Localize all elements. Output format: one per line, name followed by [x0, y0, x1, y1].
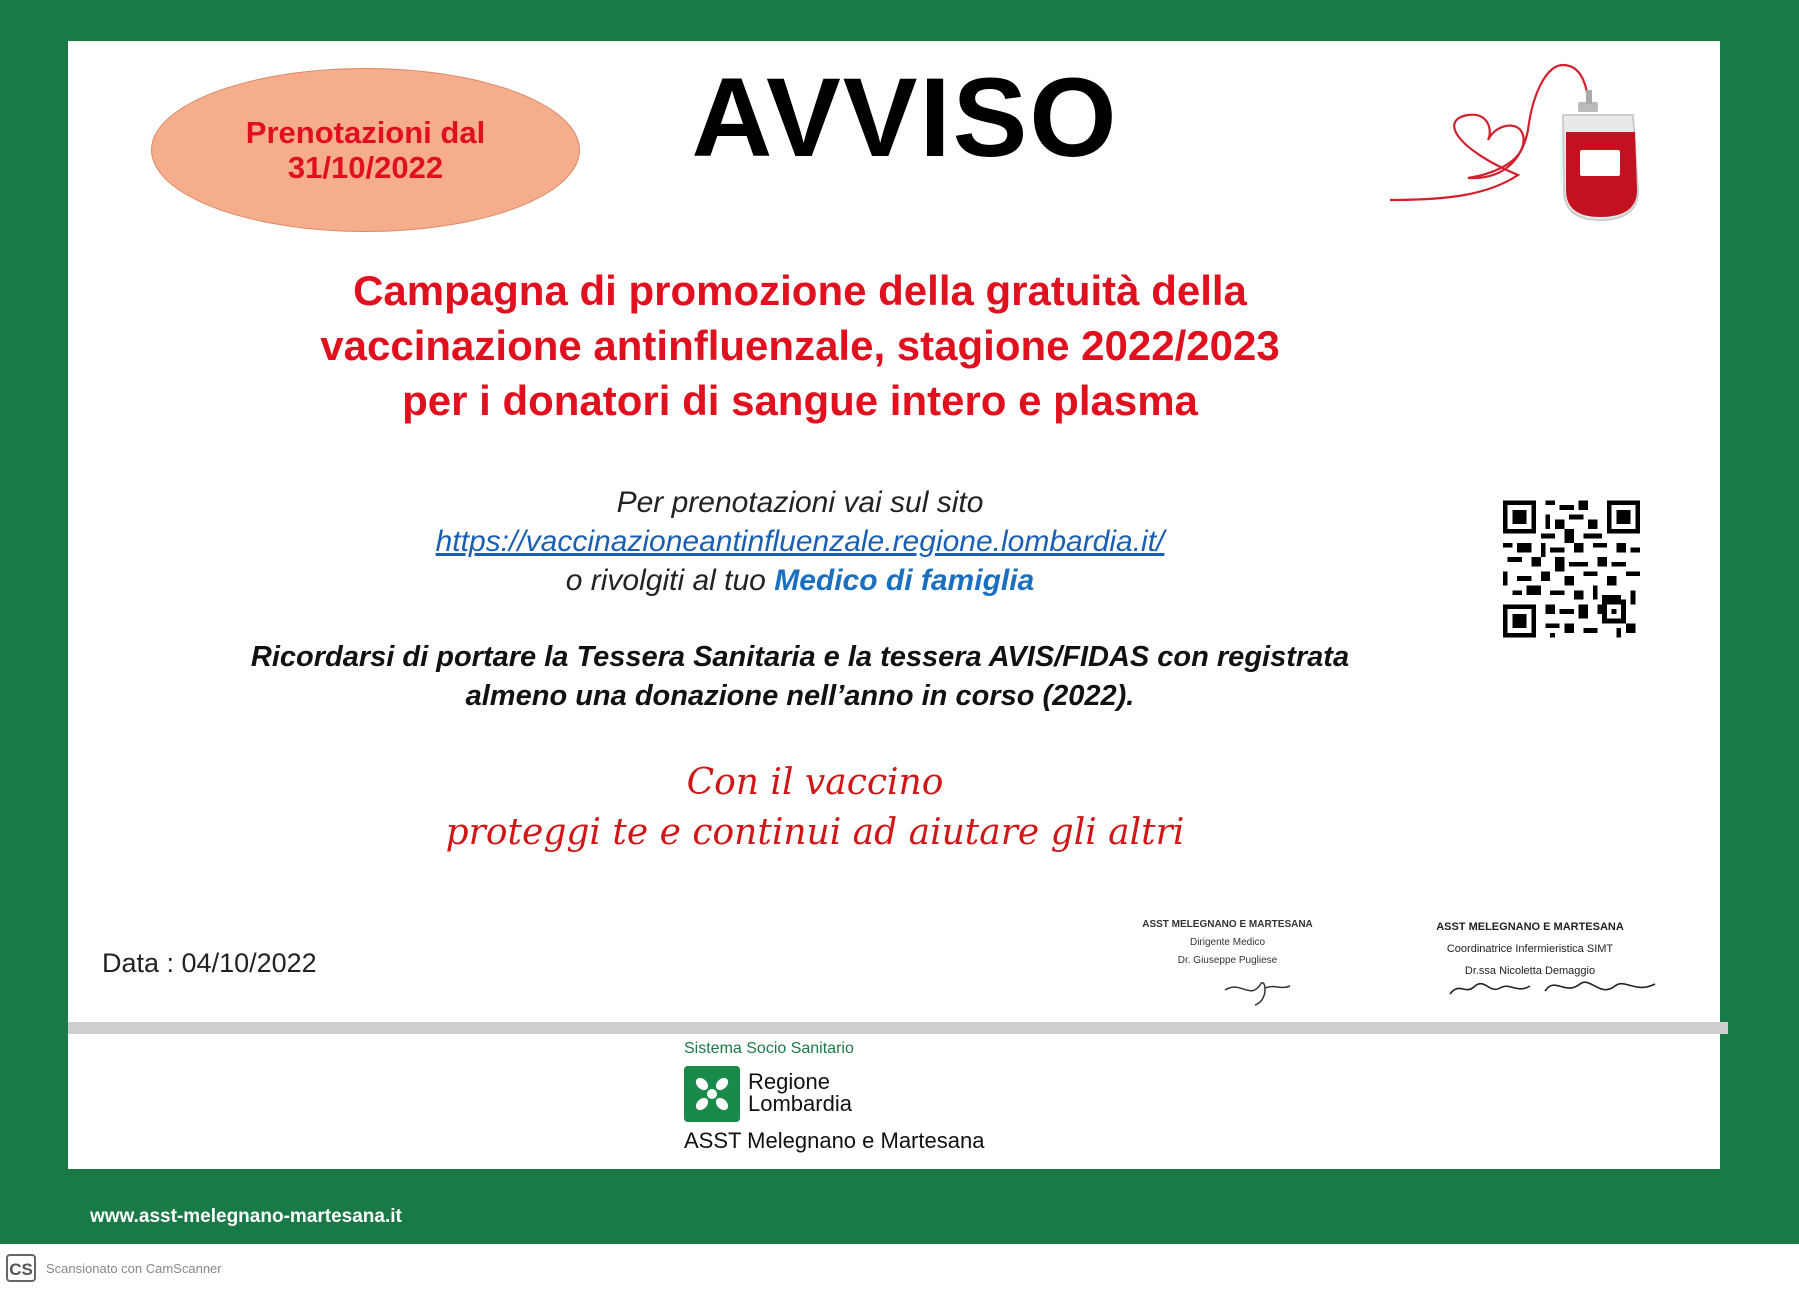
- slogan-line2: proteggi te e continui ad aiutare gli altri: [445, 812, 1185, 853]
- page-title: AVVISO: [691, 55, 1119, 180]
- signature-right-role: Coordinatrice Infermieristica SIMT: [1446, 943, 1614, 955]
- booking-alt-highlight: Medico di famiglia: [774, 564, 1035, 597]
- reminder-line1: Ricordarsi di portare la Tessera Sanitaria e la tessera AVIS/FIDAS con registrata: [250, 641, 1350, 673]
- signature-left-org: ASST MELEGNANO E MARTESANA: [1142, 919, 1313, 930]
- booking-badge-line1: Prenotazioni dal: [245, 115, 486, 150]
- slogan: [400, 758, 1230, 858]
- website-link[interactable]: www.asst-melegnano-martesana.it: [90, 1206, 402, 1227]
- reminder-line2: almeno una donazione nell’anno in corso (2022).: [465, 680, 1135, 712]
- notice-date: Data : 04/10/2022: [102, 948, 317, 978]
- regione-lombardia-logo-icon: [684, 1066, 740, 1122]
- signature-right-org: ASST MELEGNANO E MARTESANA: [1436, 921, 1624, 933]
- region-line2: Lombardia: [748, 1091, 852, 1116]
- campaign-line3: per i donatori di sangue intero e plasma: [402, 377, 1198, 424]
- camscanner-logo-icon: CS: [6, 1254, 36, 1282]
- booking-intro: Per prenotazioni vai sul sito: [616, 486, 984, 519]
- booking-alt-prefix: o rivolgiti al tuo: [565, 564, 766, 597]
- qr-code[interactable]: [1503, 494, 1640, 644]
- reminder-note: [150, 638, 1450, 716]
- blood-bag-icon: [1388, 60, 1673, 230]
- region-name: [748, 1071, 852, 1115]
- scanner-label: Scansionato con CamScanner: [46, 1261, 222, 1276]
- signature-right-name: Dr.ssa Nicoletta Demaggio: [1464, 965, 1596, 977]
- booking-date-badge: [151, 68, 580, 232]
- signature-left-scribble: [1220, 960, 1300, 1010]
- footer-divider: [68, 1022, 1728, 1034]
- booking-badge-line2: 31/10/2022: [287, 150, 444, 185]
- slogan-line1: Con il vaccino: [686, 762, 944, 803]
- booking-info: [300, 483, 1300, 600]
- campaign-line1: Campagna di promozione della gratuità della: [353, 267, 1247, 314]
- heart-icon: [1390, 65, 1588, 200]
- system-label: Sistema Socio Sanitario: [684, 1040, 854, 1057]
- campaign-line2: vaccinazione antinfluenzale, stagione 2022/2023: [320, 322, 1280, 369]
- signature-left-role: Dirigente Medico: [1189, 937, 1266, 948]
- asst-name: ASST Melegnano e Martesana: [684, 1128, 985, 1153]
- signature-left-name: Dr. Giuseppe Pugliese: [1177, 955, 1278, 966]
- region-line1: Regione: [748, 1069, 830, 1094]
- booking-url-link[interactable]: https://vaccinazioneantinfluenzale.regione.lombardia.it/: [435, 525, 1165, 558]
- campaign-headline: [200, 263, 1400, 428]
- signature-right-scribble: [1445, 966, 1665, 1006]
